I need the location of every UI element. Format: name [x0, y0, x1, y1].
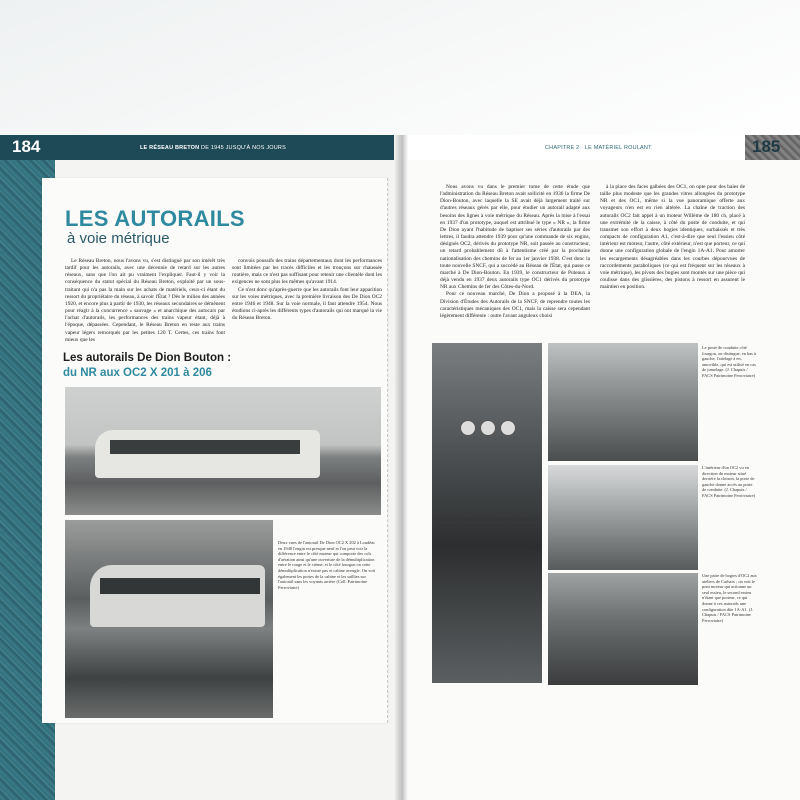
railcar-windows [100, 578, 260, 594]
gauge-icon [500, 420, 516, 436]
photo-bogies-workshop [548, 573, 698, 685]
text-column-4 [600, 184, 745, 291]
paragraph: Nous avons vu dans le premier tome de cette étude que l'administration du Réseau Breton avait sollicité en 1936 la firme De Dion-Bouton, avec laquelle la SE avait déjà largement traité sur d'autres réseaux gérés par elle, pour étudier un autorail adapté aux besoins des lignes à voie métrique du Réseau. Après la mise à l'essai en 1937 d'un prototype, auquel est attribué le type « NR », la firme De Dion ayant l'habitude de baptiser ses séries d'autorails par des lettres, il faudra attendre 1939 pour qu'une commande de six engins, désignés OC2, dérivés du prototype NR, soit passée au constructeur, un retard probablement dû à l'attentisme créé par la prochaine nationalisation des chemins de fer au 1er janvier 1938. C'est donc la toute nouvelle SNCF, qui a succédé au Réseau de l'État, qui passe ce marché à De Dion-Bouton. En 1939, le constructeur de Puteaux a déjà vendu en 1937 deux autorails type OC1 dérivés du prototype NR aux Chemins de fer des Côtes-du-Nord. [440, 184, 590, 291]
section-heading-line2: du NR aux OC2 X 201 à 206 [63, 367, 212, 379]
photo-driver-cab-engine-side [432, 343, 542, 683]
photo-caption-right-2: L'intérieur d'un OC2 vu en direction du moteur situé derrière la cloison, la porte de gauche donne accès au poste de conduite. (J. Chapuis / FACS Patrimoine Ferroviaire) [702, 465, 756, 498]
page-number-left: 184 [12, 137, 41, 156]
railcar-windows [110, 440, 300, 454]
photo-driver-cab-luggage-side [548, 343, 698, 461]
text-column-3 [440, 184, 590, 320]
paragraph: Ce n'est donc qu'après-guerre que les autorails font leur apparition sur les voies métriques, avec la première livraison des De Dion OC2 entre 1946 et 1948. Sur la voie normale, il faut attendre 1954. Nous étudions ci-après les différents types d'autorails qui ont marqué la vie du Réseau Breton. [232, 286, 382, 322]
book-spine [394, 135, 408, 800]
photo-railcar-interior [548, 465, 698, 570]
railcar-illustration [95, 430, 320, 478]
running-head-left: LE RÉSEAU BRETON DE 1945 JUSQU'À NOS JOURS [140, 145, 286, 151]
gauge-icon [460, 420, 476, 436]
section-heading-line1: Les autorails De Dion Bouton : [63, 352, 232, 364]
photo-caption-left: Deux vues de l'autorail De Dion OC2 X 202 à Loudéac en 1948 l'engin est presque neuf et l'on peut voir la différence entre le côté moteur qui comporte des cols d'aération ainsi qu'une ouverture de la démultiplication entre le rouge et le crème, et le côté fourgon ou cette démultiplication n'existe pas et cabine aveugle. On voit également les portes de la cabine et les saillies sur l'autorail sans les voyants arrière (Coll. Patrimoine Ferroviaire) [278, 540, 376, 590]
text-column-2 [232, 258, 382, 322]
paragraph: Le Réseau Breton, nous l'avons vu, s'est distingué par son intérêt très tardif pour les autorails, avec une décennie de retard sur les autres réseaux, sans que l'on ait pu vraiment l'expliquer. Faut-il y voir la conséquence du statut spécial du Réseau Breton, exploité par un sous-traitant qui n'a pas la main sur les achats de matériels, ceux-ci étant du ressort du propriétaire du réseau, à savoir l'État ? Dès le milieu des années 1920, et encore plus à partir de 1930, les réseaux secondaires se démènent pour réagir à la concurrence « sauvage » et anarchique des autocars par l'achat d'autorails, les performances des trains vapeur étant, déjà à l'époque, dépassées. Cependant, le Réseau Breton en reste aux trains vapeur légers remorqués par les petites 120 T. Certes, ces trains font mieux que les [65, 258, 225, 343]
photo-caption-cab: Le poste de conduite d'un OC2 côté moteur, comme c'est souvent le cas sur les autorails anciens, le conducteur est assis juste à côté du moteur qui se situe sur sa droite et qui est recouvert d'un simple capot. Il faut supporter le vacarme de l'engin et la chaleur qu'il dégage, sans parler de l'odeur d'huile. (J. Chapuis / FACS Patrimoine Ferroviaire) [437, 517, 540, 556]
article-title: LES AUTORAILS [65, 206, 245, 231]
page-number-right: 185 [752, 137, 781, 156]
running-head-right: CHAPITRE 2 · LE MATÉRIEL ROULANT [545, 145, 652, 151]
paragraph: convois poussifs des trains départementaux dont les performances sont limitées par les tracés difficiles et les tronçons sur chaussée routière, mais ce n'est pas suffisant pour retenir une clientèle dont les exigences ne sont plus les mêmes qu'avant 1914. [232, 258, 382, 286]
photo-caption-right-1: Le poste de conduite côté fourgon, on distingue, en bas à gauche, l'attelage à en, amovible, qui est utilisé en cas de jumelage. (J. Chapuis / FACS Patrimoine Ferroviaire) [702, 345, 756, 378]
text-column-1 [65, 258, 225, 344]
gauge-icon [480, 420, 496, 436]
article-subtitle: à voie métrique [67, 230, 170, 247]
paragraph: Pour ce nouveau marché, De Dion a proposé à la DEA, la Division d'Études des Autorails de la SNCF, de reprendre toutes les caractéristiques mécaniques des OC1, mais la caisse sera cependant légèrement différente : outre l'avant anguleux choisi [440, 291, 590, 319]
paragraph: à la place des faces galbées des OC1, on opte pour des baies de taille plus modeste que les grandes vitres allongées du prototype NR et des OC1, même si la vue panoramique offerte aux voyageurs n'en est en rien altérée. La chaîne de traction des autorails OC2 fait appel à un moteur Willème de 180 ch, placé à une extrémité de la caisse, à côté du poste de conduite, et qui transmet son effort à deux bogies identiques, surbaissés et très compacts de configuration A1, c'est-à-dire que seul l'essieu côté intérieur est moteur, l'autre, côté extérieur, n'est que porteur, ce qui donne une configuration globale de l'engin 1A-A1. Pour amorter les escargements désagréables dans les courbes dépourvues de raccordements paraboliques (ce qui est fréquent sur les réseaux à voie métrique), les pivots des bogies sont montés sur une pièce qui coulisse dans des glissières, des pistons à ressort en assurent le maintien en position. [600, 184, 745, 291]
railcar-illustration [90, 565, 265, 627]
photo-caption-right-3: Une paire de bogies d'OC2 aux ateliers de Carhaix ; on voit le pont moteur qui actionne un seul essieu, le second essieu n'étant que porteur, ce qui donne à ces autorails une configuration dite 1A-A1. (J. Chapuis / FACS Patrimoine Ferroviaire) [702, 573, 757, 623]
